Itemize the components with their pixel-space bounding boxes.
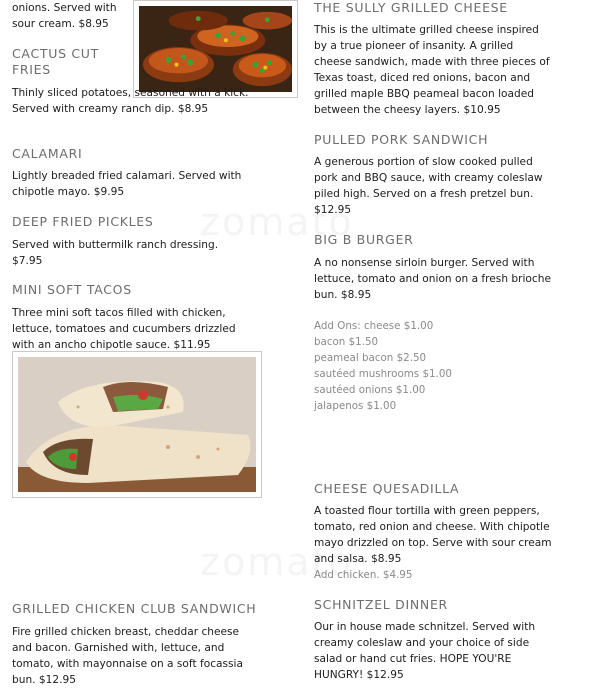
addon-item: peameal bacon $2.50 — [314, 352, 427, 364]
item-description: Thinly sliced potatoes, seasoned with a kick. Served with creamy ranch dip. $8.95 — [12, 87, 249, 115]
addons-list — [314, 318, 574, 414]
item-title: GRILLED CHICKEN CLUB SANDWICH — [12, 601, 257, 616]
item-description: Three mini soft tacos filled with chicken, lettuce, tomatoes and cucumbers drizzled with an ancho chipotle sauce. $11.95 — [12, 307, 236, 351]
addon-item: sautéed mushrooms $1.00 — [314, 368, 452, 380]
addon-item: sautéed onions $1.00 — [314, 384, 426, 396]
item-description: This is the ultimate grilled cheese inspired by a true pioneer of insanity. A grilled cheese sandwich, made with three pieces of Texas toast, diced red onions, bacon and grilled maple BBQ peameal bacon loaded between the cheesy layers. $10.95 — [314, 24, 550, 116]
item-title: THE SULLY GRILLED CHEESE — [314, 0, 508, 15]
item-title: CHEESE QUESADILLA — [314, 481, 460, 496]
continued-description: onions. Served with sour cream. $8.95 — [12, 2, 117, 30]
item-title: BIG B BURGER — [314, 232, 414, 247]
item-description: Fire grilled chicken breast, cheddar cheese and bacon. Garnished with, lettuce, and tomato, with mayonnaise on a soft focassia bun. $12.95 — [12, 626, 243, 686]
item-title: DEEP FRIED PICKLES — [12, 214, 154, 229]
item-title: SCHNITZEL DINNER — [314, 597, 448, 612]
item-title: MINI SOFT TACOS — [12, 282, 132, 297]
item-description: A toasted flour tortilla with green peppers, tomato, red onion and cheese. With chipotle mayo drizzled on top. Serve with sour cream and salsa. $8.95 — [314, 505, 552, 565]
item-description: Lightly breaded fried calamari. Served with chipotle mayo. $9.95 — [12, 170, 242, 198]
quesadilla-addon: Add chicken. $4.95 — [314, 569, 413, 581]
item-description: A no nonsense sirloin burger. Served with lettuce, tomato and onion on a fresh brioche bun. $8.95 — [314, 257, 551, 301]
item-title: CALAMARI — [12, 146, 83, 161]
item-title: CACTUS CUT FRIES — [12, 46, 99, 77]
item-description: Our in house made schnitzel. Served with creamy coleslaw and your choice of side salad or hand cut fries. HOPE YOU'RE HUNGRY! $12.95 — [314, 621, 536, 681]
addon-item: jalapenos $1.00 — [314, 400, 397, 412]
addon-item: Add Ons: cheese $1.00 — [314, 320, 434, 332]
stuffed-potato-skins-photo — [133, 0, 298, 98]
addon-item: bacon $1.50 — [314, 336, 379, 348]
soft-tacos-photo — [12, 351, 262, 498]
item-description: A generous portion of slow cooked pulled pork and BBQ sauce, with creamy coleslaw piled high. Served on a fresh pretzel bun. $12.95 — [314, 156, 543, 216]
item-title: PULLED PORK SANDWICH — [314, 132, 489, 147]
item-description: Served with buttermilk ranch dressing. $7.95 — [12, 239, 219, 267]
